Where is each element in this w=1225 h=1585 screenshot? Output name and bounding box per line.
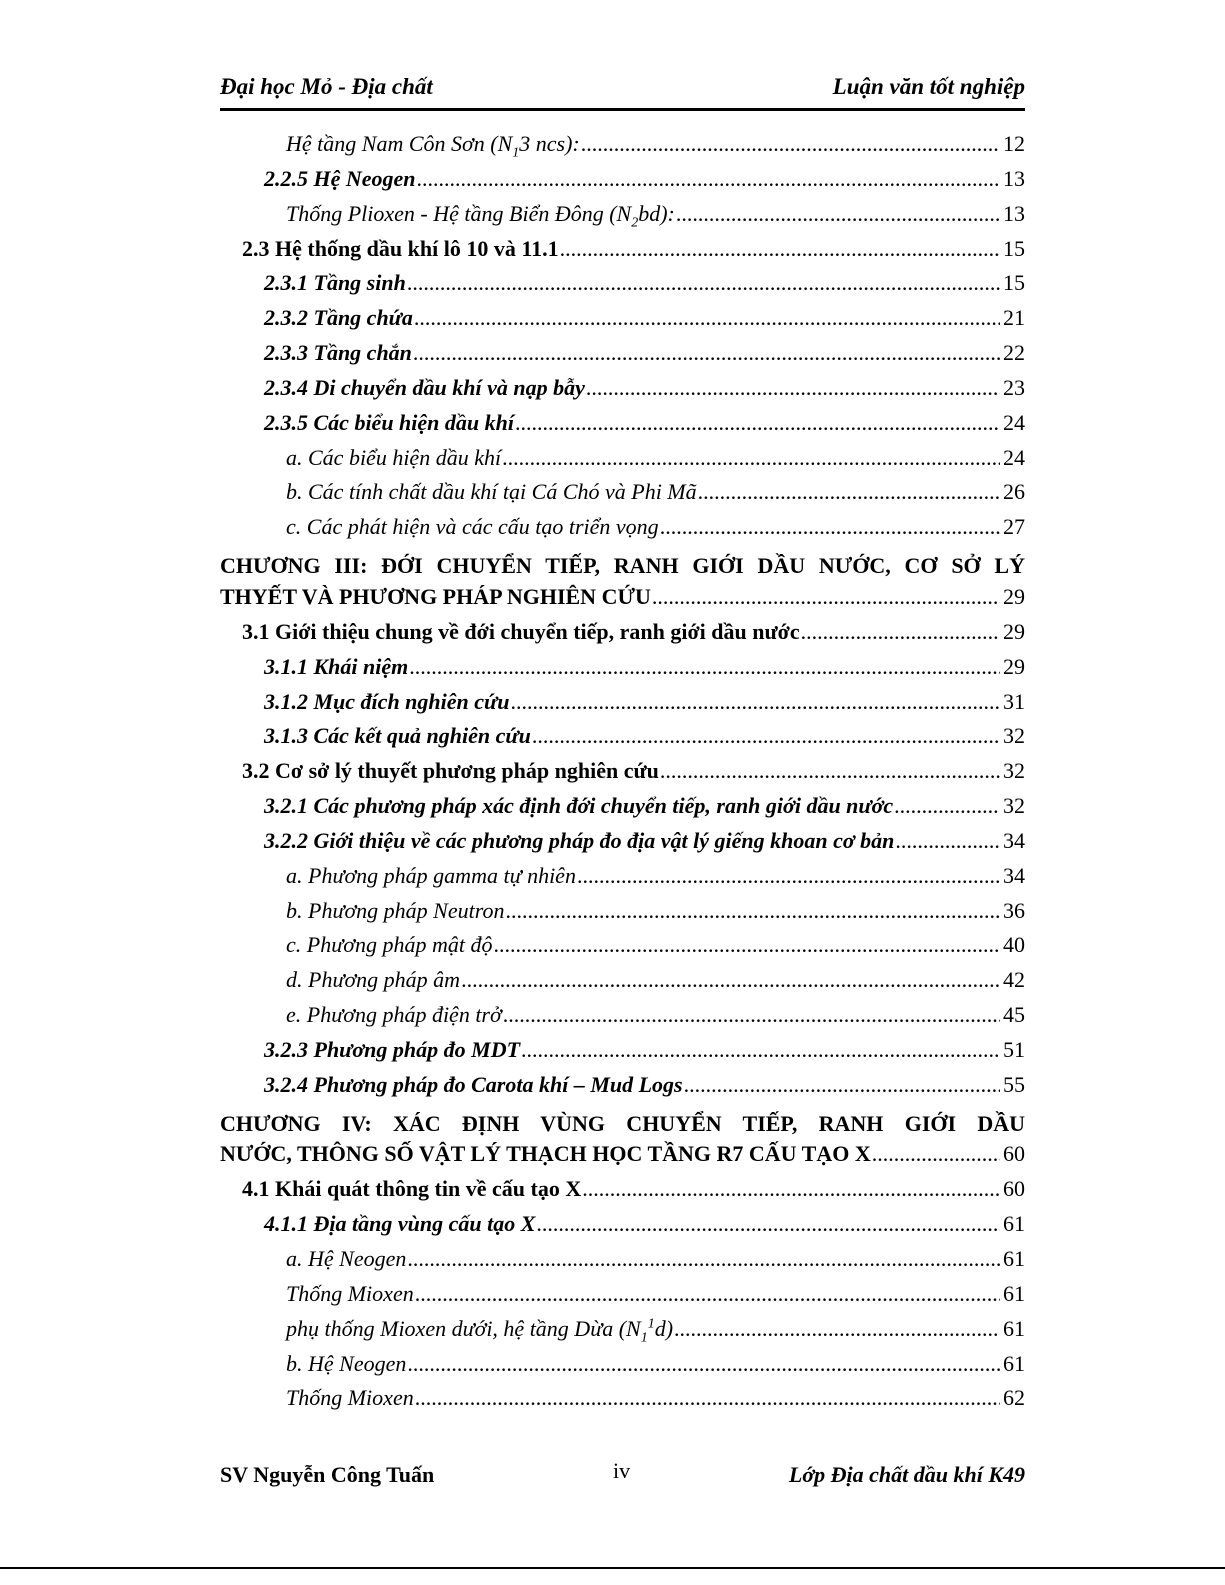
toc-chapter [220,549,1025,619]
toc-entry-page: 32 [1003,793,1025,819]
toc-entry [220,201,1025,236]
toc-entry-page: 15 [1003,270,1025,296]
toc-leader-dots [510,689,1000,715]
toc-leader-dots [560,236,1000,262]
toc-entry-title: THYẾT VÀ PHƯƠNG PHÁP NGHIÊN CỨU [220,583,651,609]
toc-leader-dots [586,375,1000,401]
toc-entry [220,1176,1025,1211]
toc-entry [220,619,1025,654]
toc-leader-dots [684,1072,1000,1098]
toc-leader-dots [415,1385,1000,1411]
toc-entry-page: 27 [1003,514,1025,540]
toc-entry-page: 29 [1003,583,1025,609]
toc-leader-dots [521,1037,1000,1063]
toc-entry-title: phụ thống Mioxen dưới, hệ tầng Dừa $(N_1^1d)$ [286,1315,674,1346]
toc-entry-page: 34 [1003,827,1025,853]
toc-leader-dots [894,793,1000,819]
toc-entry [220,828,1025,863]
toc-leader-dots [698,479,1000,505]
toc-entry-title: 3.2.3 Phương pháp đo MDT [264,1036,521,1062]
toc-entry [220,793,1025,828]
toc-leader-dots [581,131,1000,157]
toc-entry-page: 24 [1003,409,1025,435]
toc-entry-page: 15 [1003,235,1025,261]
toc-entry [220,932,1025,967]
toc-leader-dots [872,1141,1000,1167]
toc-entry-page: 61 [1003,1315,1025,1341]
footer-class: Lớp Địa chất dầu khí K49 [788,1462,1025,1487]
toc-entry-page: 13 [1003,200,1025,226]
toc-entry-page: 60 [1003,1141,1025,1167]
toc-entry [220,1351,1025,1386]
toc-leader-dots [577,863,1000,889]
toc-entry-title: 4.1 Khái quát thông tin về cấu tạo X [242,1176,582,1202]
toc-entry-page: 61 [1003,1211,1025,1237]
toc-leader-dots [503,1002,1000,1028]
toc-entry-title: a. Các biểu hiện dầu khí [286,444,502,470]
toc-leader-dots [407,1246,1000,1272]
toc-leader-dots [532,723,1000,749]
toc-entry [220,479,1025,514]
toc-entry-title: 2.2.5 Hệ Neogen [264,165,416,191]
toc-entry-page: 26 [1003,479,1025,505]
toc-leader-dots [895,828,1000,854]
toc-entry-title: a. Phương pháp gamma tự nhiên [286,862,576,888]
toc-entry-page: 40 [1003,932,1025,958]
toc-entry [220,270,1025,305]
toc-leader-dots [493,932,1000,958]
toc-leader-dots [515,410,1000,436]
toc-entry-page: 22 [1003,340,1025,366]
toc-entry-page: 29 [1003,653,1025,679]
toc-entry [220,1037,1025,1072]
toc-leader-dots [502,445,1000,471]
toc-leader-dots [415,1281,1000,1307]
toc-entry [220,166,1025,201]
table-of-contents [220,131,1025,1420]
page-footer [220,1458,1025,1492]
toc-entry-title: 3.2.2 Giới thiệu về các phương pháp đo địa vật lý giếng khoan cơ bản [264,827,895,853]
toc-entry [220,689,1025,724]
toc-entry-page: 23 [1003,374,1025,400]
toc-leader-dots [536,1211,1000,1237]
toc-leader-dots [676,201,1000,227]
toc-leader-dots [582,1176,1000,1202]
toc-entry-title: Hệ tầng Nam Côn Sơn ($N_13$ ncs): [286,131,580,161]
toc-entry-title: d. Phương pháp âm [286,967,461,993]
toc-entry-title: 4.1.1 Địa tầng vùng cấu tạo X [264,1211,536,1237]
toc-entry-title: Thống Plioxen - Hệ tầng Biển Đông $(N_2bd)$: [286,200,675,231]
toc-entry-page: 13 [1003,165,1025,191]
toc-entry-title: 2.3.1 Tầng sinh [264,270,406,296]
toc-leader-dots [461,967,1000,993]
toc-entry [220,584,1025,619]
header-thesis-label: Luận văn tốt nghiệp [832,74,1025,99]
toc-entry [220,131,1025,166]
toc-entry-page: 61 [1003,1350,1025,1376]
toc-entry [220,1141,1025,1176]
toc-entry-title: Thống Mioxen [286,1280,414,1306]
toc-entry [220,654,1025,689]
toc-leader-dots [413,340,1000,366]
toc-entry [220,863,1025,898]
toc-entry-title: c. Phương pháp mật độ [286,932,493,958]
toc-entry-title: e. Phương pháp điện trở [286,1002,502,1028]
toc-entry-page: 55 [1003,1071,1025,1097]
header-university: Đại học Mỏ - Địa chất [220,74,433,99]
toc-entry-title: 3.2.4 Phương pháp đo Carota khí – Mud Logs [264,1071,683,1097]
toc-leader-dots [505,898,1000,924]
bottom-divider [0,1567,1225,1569]
toc-entry-title: Thống Mioxen [286,1385,414,1411]
toc-entry-title: 2.3.2 Tầng chứa [264,305,413,331]
toc-entry-page: 31 [1003,688,1025,714]
toc-leader-dots [801,619,1000,645]
toc-entry-page: 29 [1003,618,1025,644]
toc-entry [220,898,1025,933]
toc-entry-title: 3.2 Cơ sở lý thuyết phương pháp nghiên cứu [242,758,659,784]
toc-entry [220,723,1025,758]
toc-entry-title: b. Các tính chất dầu khí tại Cá Chó và Phi Mã [286,479,697,505]
toc-entry-title: b. Phương pháp Neutron [286,897,505,923]
toc-leader-dots [660,758,1000,784]
toc-entry-title: 3.1.2 Mục đích nghiên cứu [264,688,510,714]
toc-entry [220,758,1025,793]
toc-leader-dots [417,166,1000,192]
toc-chapter-line: CHƯƠNG III: ĐỚI CHUYỂN TIẾP, RANH GIỚI DẦU NƯỚC, CƠ SỞ LÝ [220,553,1025,579]
toc-entry-page: 32 [1003,758,1025,784]
toc-entry-page: 36 [1003,897,1025,923]
toc-leader-dots [652,584,1000,610]
toc-entry-page: 42 [1003,967,1025,993]
toc-entry-title: 3.2.1 Các phương pháp xác định đới chuyển tiếp, ranh giới dầu nước [264,793,894,819]
toc-entry [220,1281,1025,1316]
toc-entry [220,305,1025,340]
toc-leader-dots [409,654,1000,680]
toc-entry [220,340,1025,375]
toc-leader-dots [407,1351,1000,1377]
toc-entry [220,445,1025,480]
toc-leader-dots [414,305,1000,331]
toc-leader-dots [407,270,1000,296]
toc-entry-title: 2.3.5 Các biểu hiện dầu khí [264,409,514,435]
page-header [220,72,1025,111]
toc-entry-page: 21 [1003,305,1025,331]
toc-entry-title: 3.1.1 Khái niệm [264,653,409,679]
toc-entry-page: 12 [1003,131,1025,156]
toc-entry-page: 34 [1003,862,1025,888]
toc-leader-dots [660,514,1000,540]
toc-entry-title: 2.3 Hệ thống dầu khí lô 10 và 11.1 [242,235,559,261]
toc-entry-page: 51 [1003,1036,1025,1062]
toc-entry-page: 45 [1003,1002,1025,1028]
toc-entry [220,514,1025,549]
toc-entry [220,1072,1025,1107]
toc-entry [220,1316,1025,1351]
toc-entry-title: c. Các phát hiện và các cấu tạo triển vọng [286,514,659,540]
toc-entry [220,375,1025,410]
toc-entry-title: 2.3.4 Di chuyển dầu khí và nạp bẫy [264,374,585,400]
toc-entry-page: 62 [1003,1385,1025,1411]
toc-entry [220,1385,1025,1420]
toc-entry-title: 3.1 Giới thiệu chung về đới chuyển tiếp, ranh giới dầu nước [242,618,800,644]
toc-entry-page: 61 [1003,1246,1025,1271]
toc-entry [220,1246,1025,1281]
toc-entry-page: 24 [1003,444,1025,470]
toc-entry [220,410,1025,445]
toc-entry-title: 2.3.3 Tầng chắn [264,340,412,366]
toc-leader-dots [674,1316,1000,1342]
toc-entry-title: 3.1.3 Các kết quả nghiên cứu [264,723,531,749]
toc-entry [220,1002,1025,1037]
toc-entry-title: b. Hệ Neogen [286,1350,407,1376]
toc-entry-title: NƯỚC, THÔNG SỐ VẬT LÝ THẠCH HỌC TẦNG R7 CẤU TẠO X [220,1141,871,1167]
toc-chapter [220,1107,1025,1177]
toc-entry [220,236,1025,271]
toc-entry-page: 61 [1003,1280,1025,1306]
toc-entry [220,1211,1025,1246]
toc-entry-page: 32 [1003,723,1025,749]
toc-chapter-line: CHƯƠNG IV: XÁC ĐỊNH VÙNG CHUYỂN TIẾP, RANH GIỚI DẦU [220,1110,1025,1136]
toc-entry-page: 60 [1003,1176,1025,1202]
footer-page-number: iv [613,1458,631,1483]
toc-entry-title: a. Hệ Neogen [286,1246,407,1271]
footer-student: SV Nguyễn Công Tuấn [220,1462,435,1487]
toc-entry [220,967,1025,1002]
